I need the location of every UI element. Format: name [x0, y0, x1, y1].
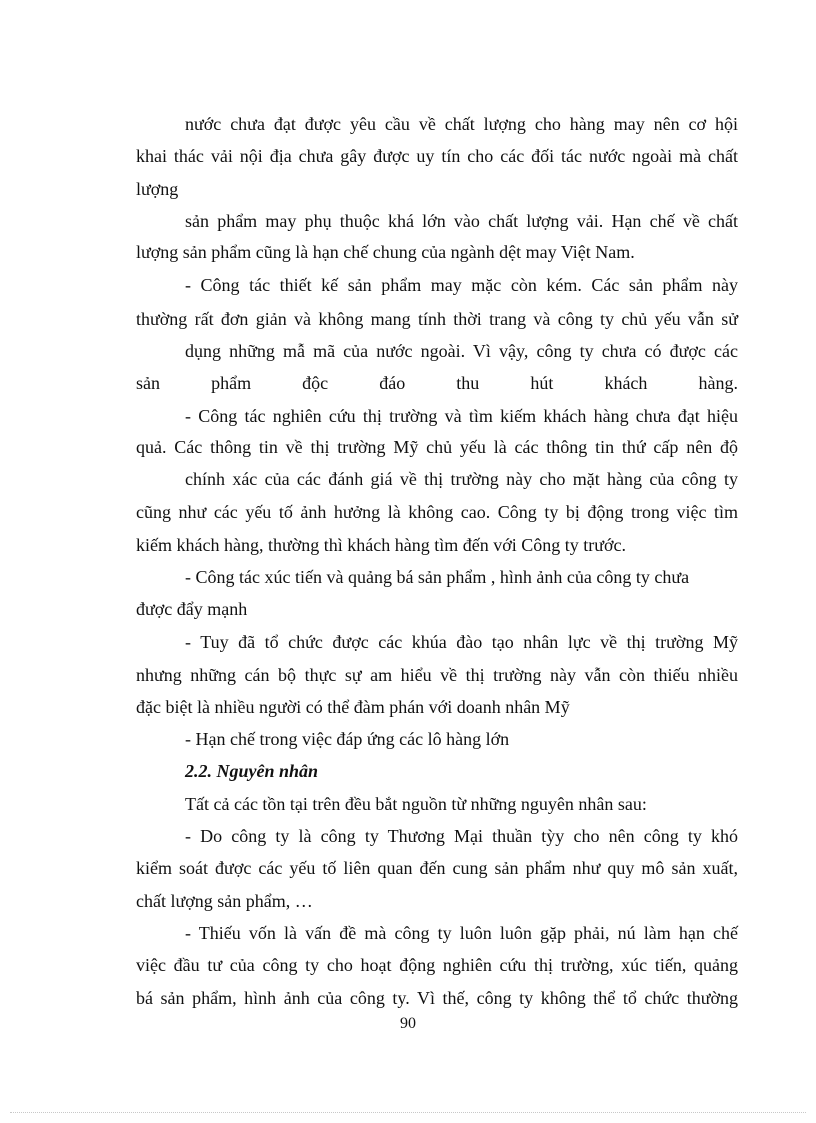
text-line: bá sản phẩm, hình ảnh của công ty. Vì thế, công ty không thể tổ chức thường — [136, 988, 738, 1008]
text-line: - Hạn chế trong việc đáp ứng các lô hàng lớn — [185, 729, 510, 749]
text-line: Tất cả các tồn tại trên đều bắt nguồn từ những nguyên nhân sau: — [185, 794, 647, 814]
text-line: sản phẩm may phụ thuộc khá lớn vào chất lượng vải. Hạn chế về chất — [185, 211, 738, 231]
text-line: được đẩy mạnh — [136, 599, 248, 619]
text-line: lượng sản phẩm cũng là hạn chế chung của ngành dệt may Việt Nam. — [136, 242, 635, 262]
text-line: quả. Các thông tin về thị trường Mỹ chủ yếu là các thông tin thứ cấp nên độ — [136, 437, 738, 457]
text-line: thường rất đơn giản và không mang tính thời trang và công ty chủ yếu vẫn sử — [136, 309, 738, 329]
text-line: nhưng những cán bộ thực sự am hiểu về thị trường này vẫn còn thiếu nhiều — [136, 665, 738, 685]
text-line: cũng như các yếu tố ảnh hưởng là không cao. Công ty bị động trong việc tìm — [136, 502, 738, 522]
text-line: sản phẩm độc đáo thu hút khách hàng. — [136, 373, 738, 393]
text-line: khai thác vải nội địa chưa gây được uy tín cho các đối tác nước ngoài mà chất — [136, 146, 738, 166]
text-line: chính xác của các đánh giá về thị trường này cho mặt hàng của công ty — [185, 469, 738, 489]
text-line: kiếm khách hàng, thường thì khách hàng tìm đến với Công ty trước. — [136, 535, 626, 555]
text-line: kiểm soát được các yếu tố liên quan đến cung sản phẩm như quy mô sản xuất, — [136, 858, 738, 878]
text-line: - Do công ty là công ty Thương Mại thuần tỳy cho nên công ty khó — [185, 826, 738, 846]
text-line: - Thiếu vốn là vấn đề mà công ty luôn luôn gặp phải, nú làm hạn chế — [185, 923, 738, 943]
text-line: - Công tác xúc tiến và quảng bá sản phẩm , hình ảnh của công ty chưa — [185, 567, 690, 587]
text-line: nước chưa đạt được yêu cầu về chất lượng cho hàng may nên cơ hội — [185, 114, 738, 134]
text-line: lượng — [136, 179, 179, 199]
text-line: - Tuy đã tổ chức được các khúa đào tạo nhân lực về thị trường Mỹ — [185, 632, 738, 652]
text-line: đặc biệt là nhiều người có thể đàm phán với doanh nhân Mỹ — [136, 697, 570, 717]
text-line: chất lượng sản phẩm, … — [136, 891, 313, 911]
page-bottom-rule — [10, 1112, 806, 1113]
text-line: dụng những mẫ mã của nước ngoài. Vì vậy, công ty chưa có được các — [185, 341, 738, 361]
text-line: - Công tác thiết kế sản phẩm may mặc còn kém. Các sản phẩm này — [185, 275, 738, 295]
page-number: 90 — [400, 1015, 416, 1032]
text-line: việc đầu tư của công ty cho hoạt động nghiên cứu thị trường, xúc tiến, quảng — [136, 955, 738, 975]
text-line: - Công tác nghiên cứu thị trường và tìm kiếm khách hàng chưa đạt hiệu — [185, 406, 738, 426]
section-heading: 2.2. Nguyên nhân — [185, 761, 319, 781]
